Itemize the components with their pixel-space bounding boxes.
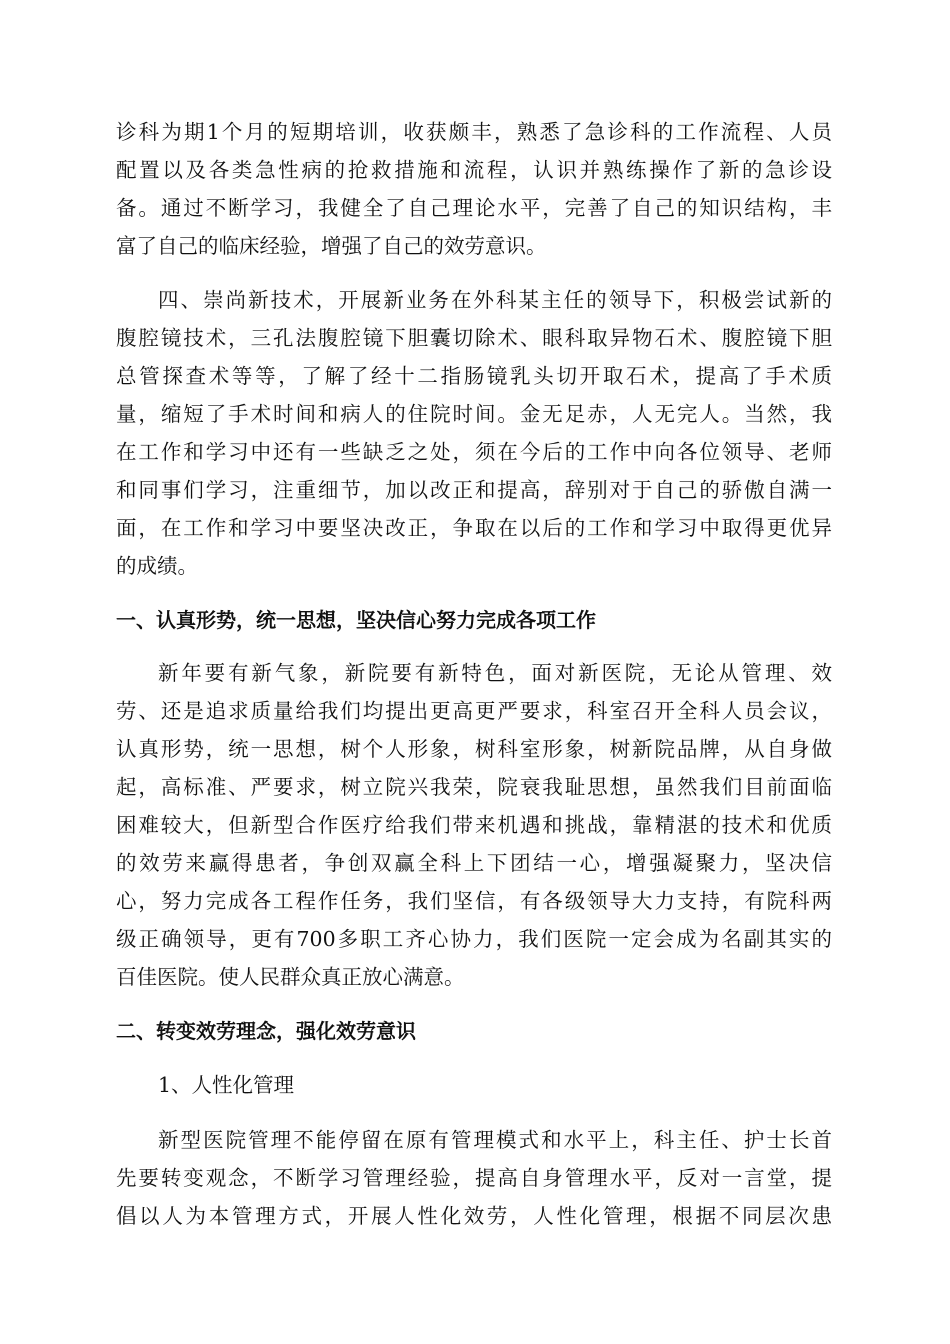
section-heading: 一、认真形势，统一思想，坚决信心努力完成各项工作 <box>116 608 596 632</box>
paragraph-line: 级正确领导，更有700多职工齐心协力，我们医院一定会成为名副其实的 <box>116 927 832 951</box>
paragraph-line: 诊科为期1个月的短期培训，收获颇丰，熟悉了急诊科的工作流程、人员 <box>116 120 832 144</box>
paragraph-line: 在工作和学习中还有一些缺乏之处，须在今后的工作中向各位领导、老师 <box>116 440 832 464</box>
paragraph-line: 心，努力完成各工程作任务，我们坚信，有各级领导大力支持，有院科两 <box>116 889 832 913</box>
paragraph-line: 备。通过不断学习，我健全了自己理论水平，完善了自己的知识结构，丰 <box>116 196 832 220</box>
paragraph-line: 困难较大，但新型合作医疗给我们带来机遇和挑战，靠精湛的技术和优质 <box>116 813 832 837</box>
section-heading: 二、转变效劳理念，强化效劳意识 <box>116 1019 416 1043</box>
paragraph-line: 劳、还是追求质量给我们均提出更高更严要求，科室召开全科人员会议， <box>116 699 832 723</box>
paragraph-line: 富了自己的临床经验，增强了自己的效劳意识。 <box>116 234 547 258</box>
paragraph-line: 量，缩短了手术时间和病人的住院时间。金无足赤，人无完人。当然，我 <box>116 402 832 426</box>
paragraph-line: 新年要有新气象，新院要有新特色，面对新医院，无论从管理、效 <box>158 661 832 685</box>
paragraph-line: 腹腔镜技术，三孔法腹腔镜下胆囊切除术、眼科取异物石术、腹腔镜下胆 <box>116 326 832 350</box>
paragraph-line: 先要转变观念，不断学习管理经验，提高自身管理水平，反对一言堂，提 <box>116 1166 832 1190</box>
paragraph-line: 的成绩。 <box>116 554 198 578</box>
paragraph-line: 百佳医院。使人民群众真正放心满意。 <box>116 965 465 989</box>
paragraph-line: 新型医院管理不能停留在原有管理模式和水平上，科主任、护士长首 <box>158 1128 832 1152</box>
paragraph-line: 配置以及各类急性病的抢救措施和流程，认识并熟练操作了新的急诊设 <box>116 158 832 182</box>
paragraph-line: 认真形势，统一思想，树个人形象，树科室形象，树新院品牌，从自身做 <box>116 737 832 761</box>
paragraph-line: 和同事们学习，注重细节，加以改正和提高，辞别对于自己的骄傲自满一 <box>116 478 832 502</box>
paragraph-line: 四、崇尚新技术，开展新业务在外科某主任的领导下，积极尝试新的 <box>158 288 832 312</box>
paragraph-line: 起，高标准、严要求，树立院兴我荣，院衰我耻思想，虽然我们目前面临 <box>116 775 832 799</box>
paragraph-line: 面，在工作和学习中要坚决改正，争取在以后的工作和学习中取得更优异 <box>116 516 832 540</box>
paragraph-line: 总管探查术等等，了解了经十二指肠镜乳头切开取石术，提高了手术质 <box>116 364 832 388</box>
subsection-heading: 1、人性化管理 <box>158 1073 295 1097</box>
paragraph-line: 倡以人为本管理方式，开展人性化效劳，人性化管理，根据不同层次患 <box>116 1204 832 1228</box>
paragraph-line: 的效劳来赢得患者，争创双赢全科上下团结一心，增强凝聚力，坚决信 <box>116 851 832 875</box>
